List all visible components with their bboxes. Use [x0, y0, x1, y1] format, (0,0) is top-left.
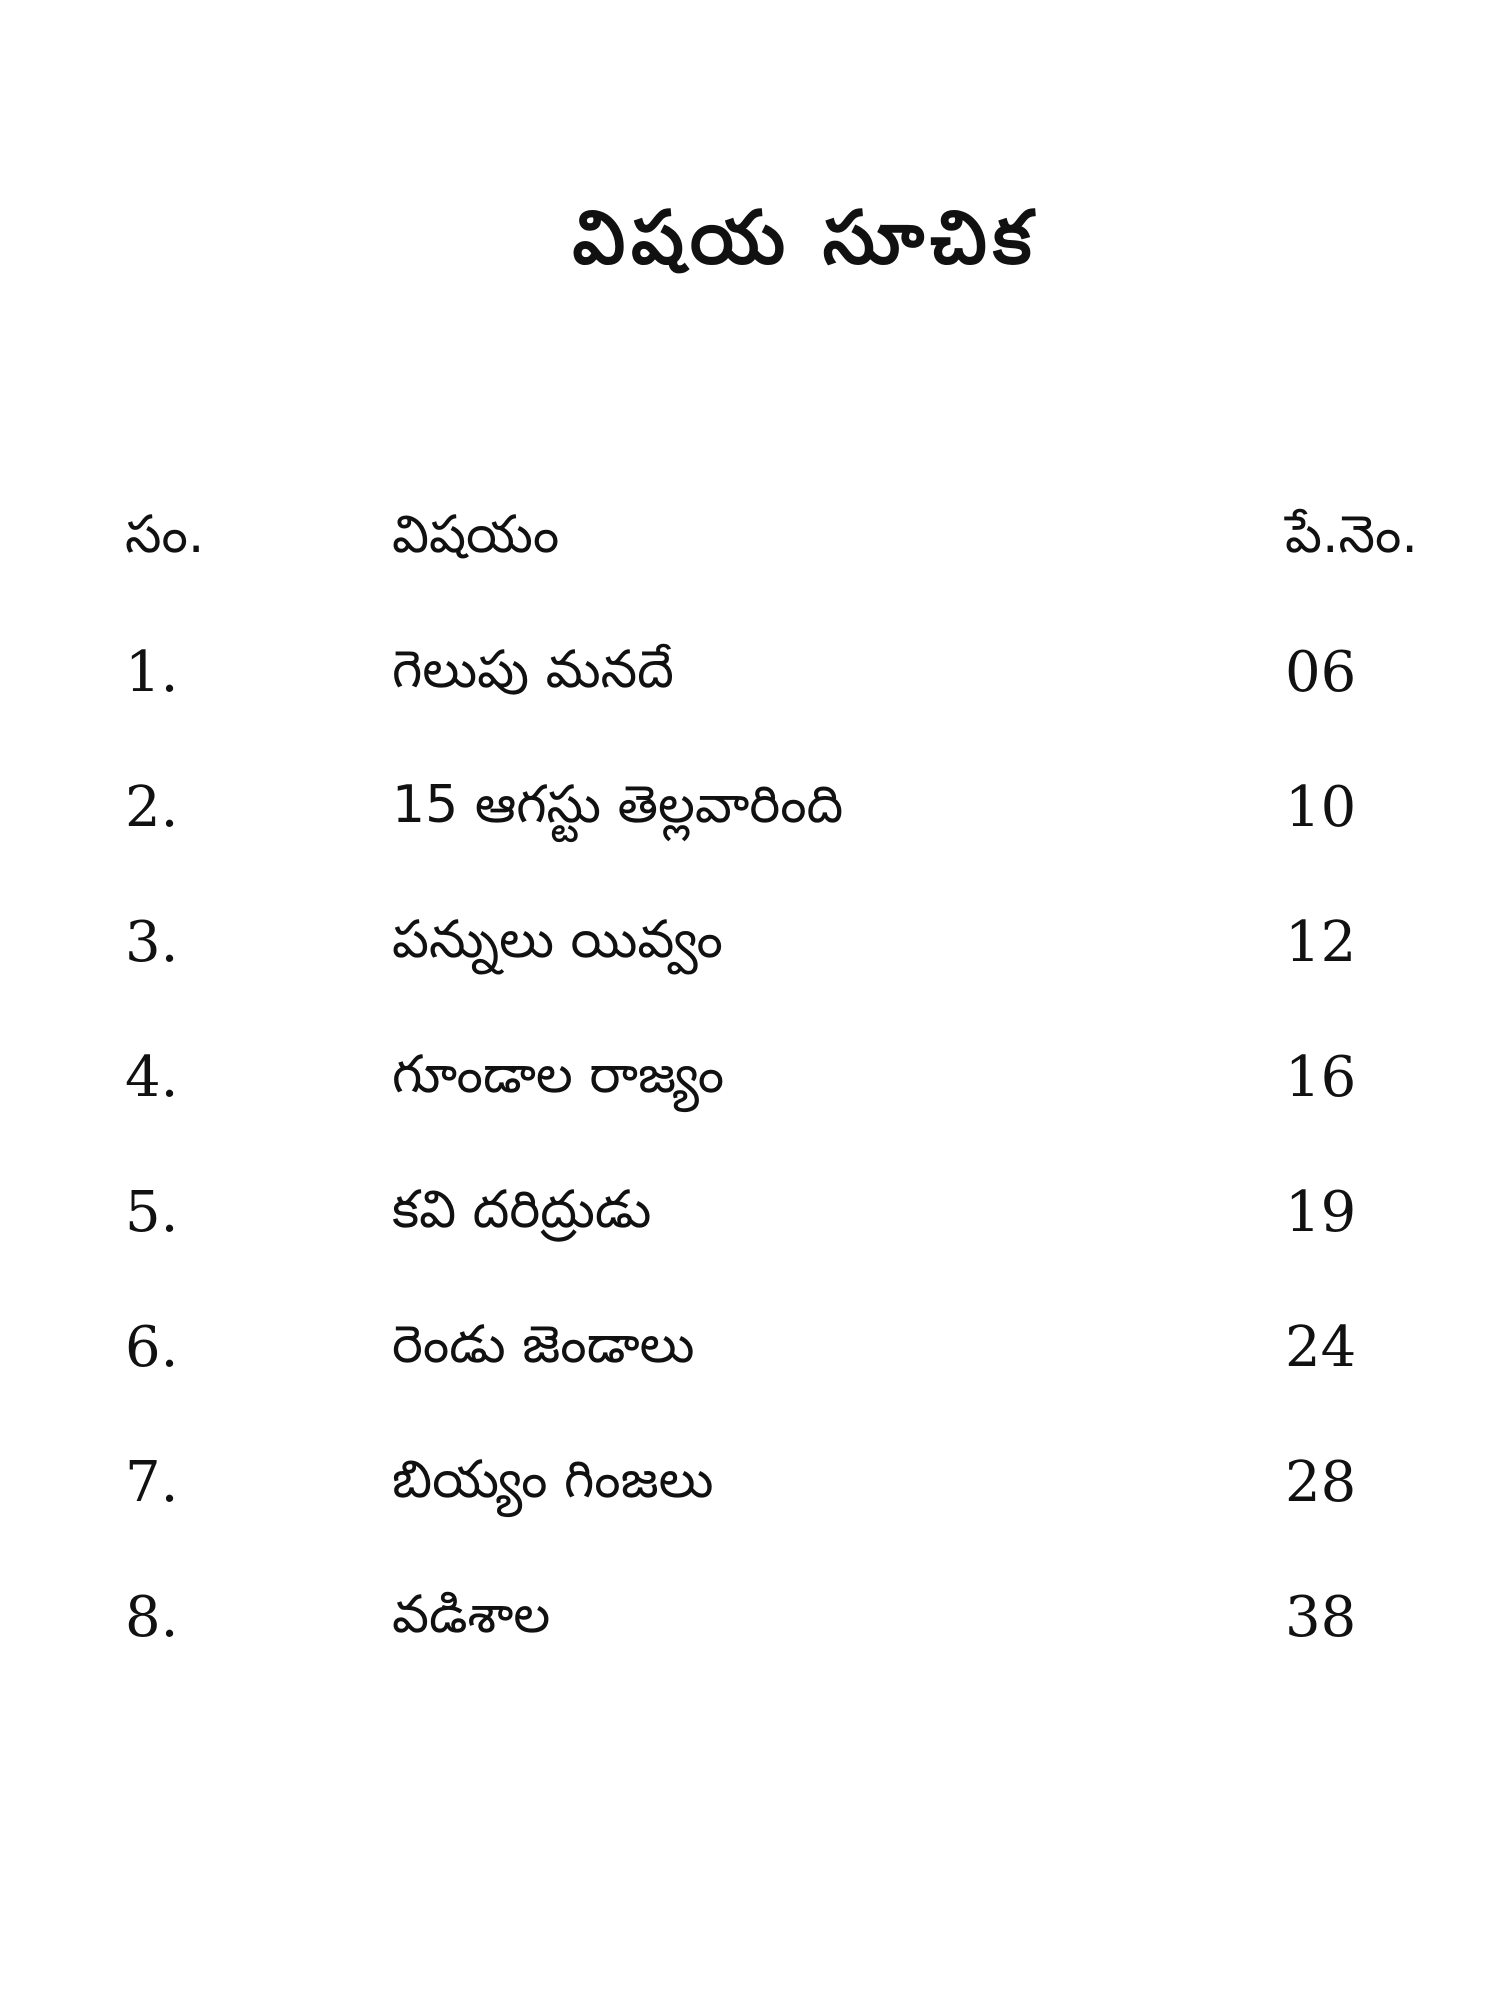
entry-page: 19 [1285, 1180, 1357, 1245]
entry-topic: రెండు జెండాలు [392, 1315, 695, 1375]
entry-number: 6. [125, 1315, 179, 1380]
entry-number: 5. [125, 1180, 179, 1245]
entry-page: 06 [1285, 640, 1357, 705]
entry-topic: పన్నులు యివ్వం [392, 910, 723, 970]
entry-page: 24 [1285, 1315, 1357, 1380]
entry-topic: కవి దరిద్రుడు [392, 1180, 652, 1240]
entry-topic: బియ్యం గింజలు [392, 1450, 714, 1510]
entry-number: 4. [125, 1045, 179, 1110]
toc-entry [0, 1180, 1500, 1270]
entry-page: 12 [1285, 910, 1357, 975]
header-page: పే.నెం. [1285, 505, 1418, 565]
toc-entry [0, 1315, 1500, 1405]
entry-topic: 15 ఆగస్టు తెల్లవారింది [392, 775, 844, 835]
toc-entry [0, 910, 1500, 1000]
header-number: సం. [125, 505, 205, 565]
entry-number: 1. [125, 640, 179, 705]
entry-page: 10 [1285, 775, 1357, 840]
header-topic: విషయం [392, 505, 560, 565]
entry-number: 7. [125, 1450, 179, 1515]
toc-entry [0, 1450, 1500, 1540]
entry-number: 8. [125, 1585, 179, 1650]
entry-page: 28 [1285, 1450, 1357, 1515]
toc-entry [0, 640, 1500, 730]
toc-entry [0, 1585, 1500, 1675]
entry-page: 38 [1285, 1585, 1357, 1650]
entry-number: 3. [125, 910, 179, 975]
entry-topic: గూండాల రాజ్యం [392, 1045, 725, 1105]
entry-topic: గెలుపు మనదే [392, 640, 674, 700]
entry-page: 16 [1285, 1045, 1357, 1110]
entry-topic: వడిశాల [392, 1585, 551, 1645]
entry-number: 2. [125, 775, 179, 840]
toc-entry [0, 775, 1500, 865]
page-title: విషయ సూచిక [572, 195, 1038, 281]
toc-header-row [0, 505, 1500, 595]
toc-entry [0, 1045, 1500, 1135]
